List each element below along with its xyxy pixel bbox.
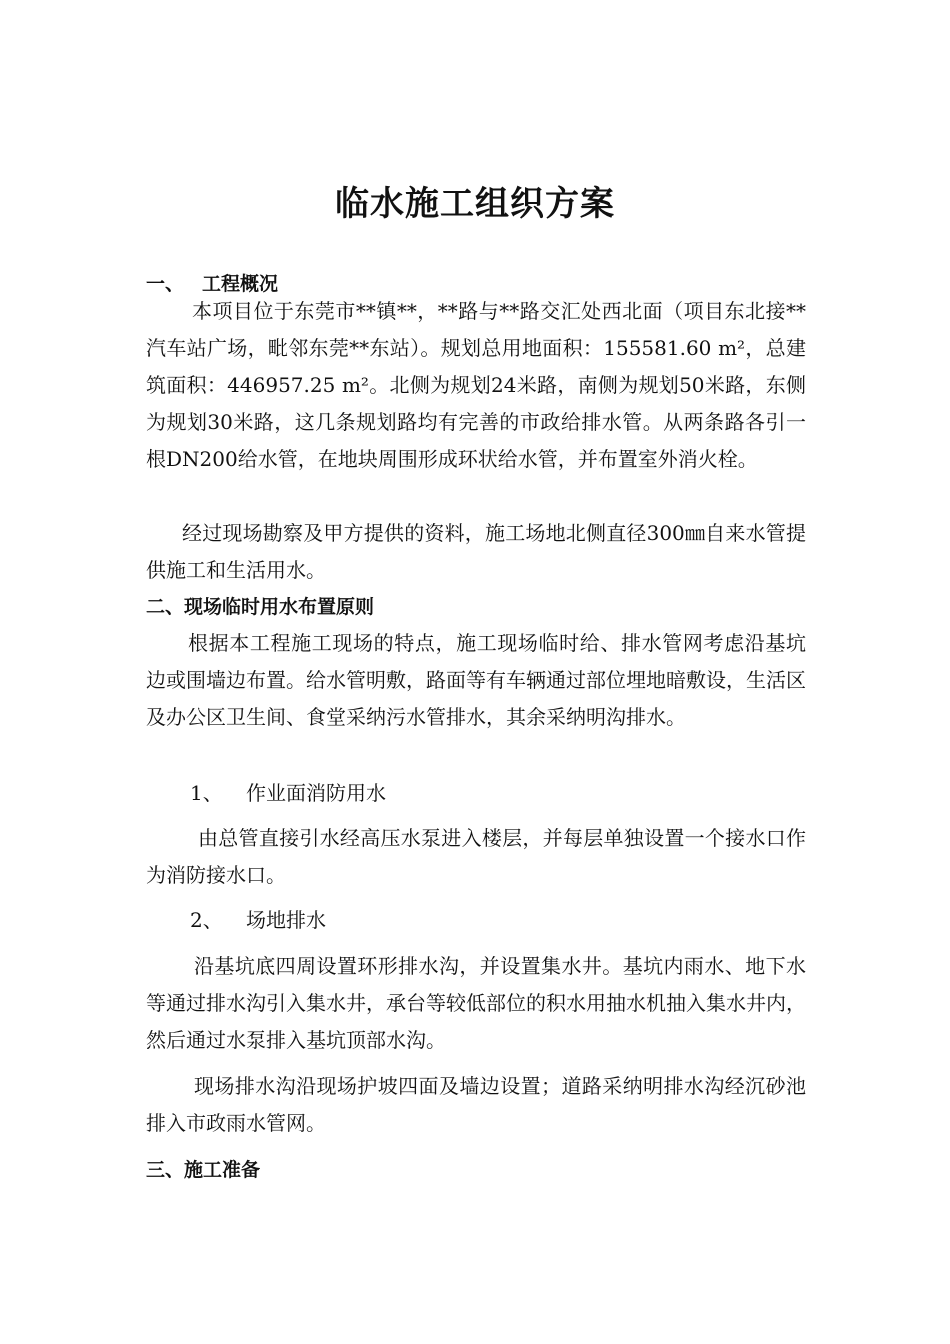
section-number: 二、 bbox=[146, 596, 185, 618]
paragraph: 沿基坑底四周设置环形排水沟，并设置集水井。基坑内雨水、地下水等通过排水沟引入集水井，承台等较低部位的积水用抽水机抽入集水井内，然后通过水泵排入基坑顶部水沟。 bbox=[146, 954, 806, 1052]
document-title: 临水施工组织方案 bbox=[335, 184, 615, 224]
subsection-number: 1、 bbox=[190, 781, 223, 805]
subsection-number: 2、 bbox=[190, 908, 223, 932]
subsection-title: 场地排水 bbox=[246, 908, 326, 932]
subsection-heading bbox=[190, 907, 326, 933]
section-number: 三、 bbox=[146, 1159, 185, 1181]
paragraph: 经过现场勘察及甲方提供的资料，施工场地北侧直径300㎜自来水管提供施工和生活用水。 bbox=[146, 521, 806, 582]
subsection-heading bbox=[190, 780, 386, 806]
paragraph: 本项目位于东莞市**镇**，**路与**路交汇处西北面（项目东北接**汽车站广场，毗邻东莞**东站）。规划总用地面积：155581.60 m²，总建筑面积：446957.25 m²。北侧为规划24米路，南侧为规划50米路，东侧为规划30米路，这几条规划路均有完善的市政给排水管。从两条路各引一根DN200给水管，在地块周围形成环状给水管，并布置室外消火栓。 bbox=[146, 299, 806, 471]
section-number: 一、 bbox=[146, 273, 185, 295]
paragraph: 根据本工程施工现场的特点，施工现场临时给、排水管网考虑沿基坑边或围墙边布置。给水管明敷，路面等有车辆通过部位埋地暗敷设，生活区及办公区卫生间、食堂采纳污水管排水，其余采纳明沟排水。 bbox=[146, 631, 806, 729]
section-heading bbox=[146, 1157, 260, 1183]
paragraph: 现场排水沟沿现场护坡四面及墙边设置；道路采纳明排水沟经沉砂池排入市政雨水管网。 bbox=[146, 1074, 806, 1135]
paragraph: 由总管直接引水经高压水泵进入楼层，并每层单独设置一个接水口作为消防接水口。 bbox=[146, 826, 806, 887]
section-title: 施工准备 bbox=[184, 1159, 261, 1181]
section-title: 工程概况 bbox=[202, 273, 279, 295]
section-title: 现场临时用水布置原则 bbox=[184, 596, 375, 618]
section-heading bbox=[146, 594, 374, 620]
subsection-title: 作业面消防用水 bbox=[246, 781, 386, 805]
